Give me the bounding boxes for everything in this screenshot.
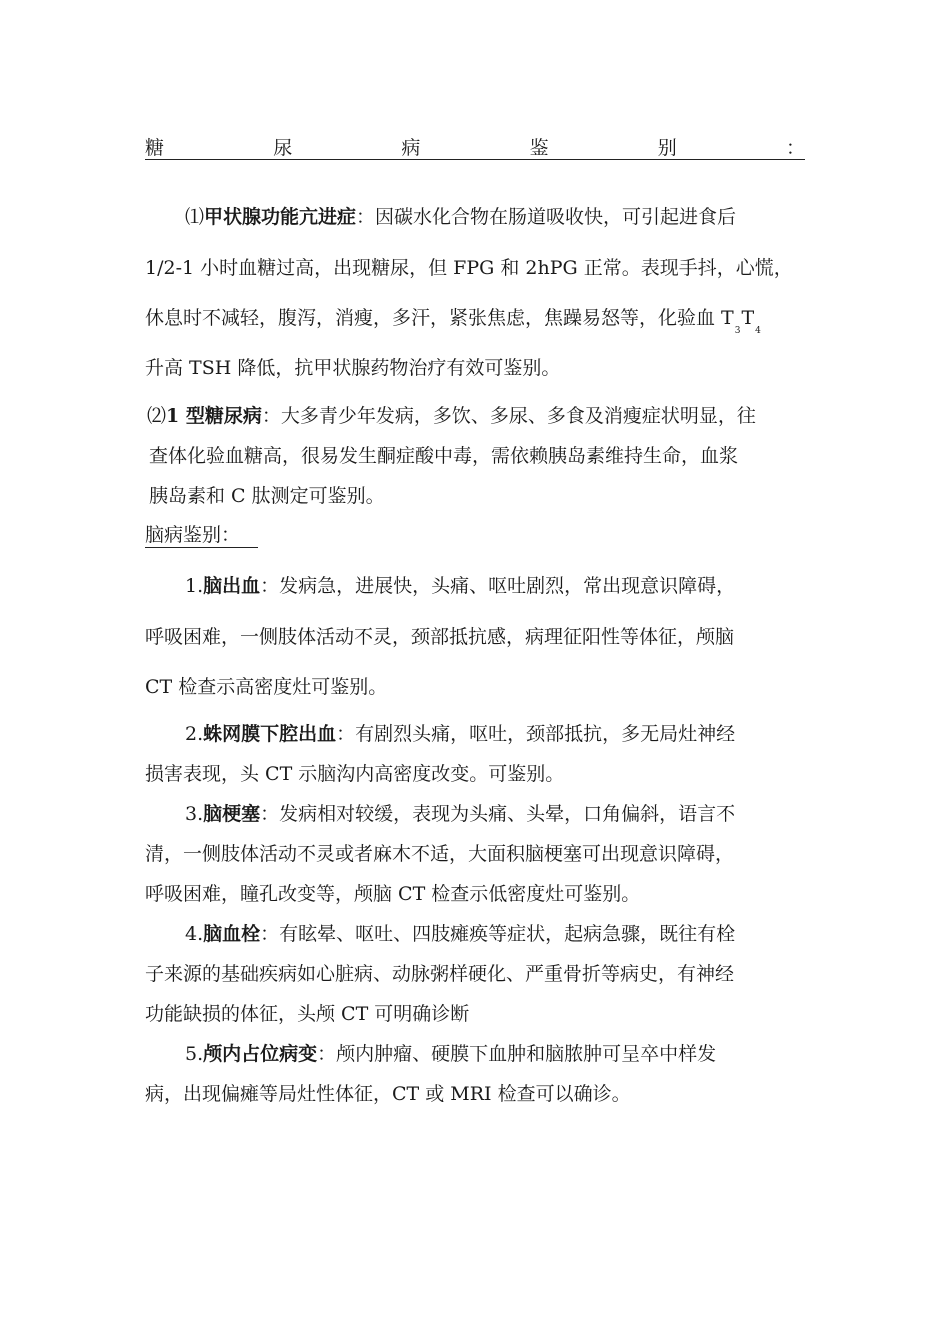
item-cerebral-thrombosis-line2: 子来源的基础疾病如心脏病、动脉粥样硬化、严重骨折等病史，有神经 [145,963,735,985]
term-cerebral-infarction: 脑梗塞 [203,803,261,825]
title-char: 糖 [145,136,165,159]
text: ：有剧烈头痛，呕吐，颈部抵抗，多无局灶神经 [336,723,736,745]
item-cerebral-thrombosis-line3: 功能缺损的体征，头颅 CT 可明确诊断 [145,1003,470,1025]
item-cerebral-thrombosis-line1 [185,921,735,947]
term-subarachnoid-hemorrhage: 蛛网膜下腔出血 [203,723,337,745]
paragraph-hyperthyroidism-line3 [145,305,762,335]
text: ：颅内肿瘤、硬膜下血肿和脑脓肿可呈卒中样发 [317,1043,717,1065]
text: ：有眩晕、呕吐、四肢瘫痪等症状，起病急骤，既往有栓 [260,923,736,945]
item-number: 2. [185,723,204,745]
item-number: 4. [185,923,204,945]
item-cerebral-infarction-line3: 呼吸困难，瞳孔改变等，颅脑 CT 检查示低密度灶可鉴别。 [145,883,641,905]
item-cerebral-hemorrhage-line3: CT 检查示高密度灶可鉴别。 [145,676,388,698]
section-title-diabetes [145,133,805,160]
paragraph-hyperthyroidism-line1 [185,204,736,230]
item-number: 5. [185,1043,204,1065]
item-cerebral-infarction-line1 [185,801,735,827]
paragraph-type1-diabetes-line3: 胰岛素和 C 肽测定可鉴别。 [149,485,385,507]
subscript: 3 [734,326,741,336]
item-cerebral-infarction-line2: 清，一侧肢体活动不灵或者麻木不适，大面积脑梗塞可出现意识障碍， [145,843,735,865]
item-intracranial-lesion-line2: 病，出现偏瘫等局灶性体征，CT 或 MRI 检查可以确诊。 [145,1083,631,1105]
item-subarachnoid-hemorrhage-line1 [185,721,735,747]
item-subarachnoid-hemorrhage-line2: 损害表现，头 CT 示脑沟内高密度改变。可鉴别。 [145,763,565,785]
term-cerebral-thrombosis: 脑血栓 [203,923,261,945]
item-cerebral-hemorrhage-line1 [185,573,735,599]
item-cerebral-hemorrhage-line2: 呼吸困难，一侧肢体活动不灵，颈部抵抗感，病理征阳性等体征，颅脑 [145,626,735,648]
text: ：发病急，进展快，头痛、呕吐剧烈，常出现意识障碍， [260,575,736,597]
section-title-brain: 脑病鉴别： [145,523,258,548]
term-intracranial-lesion: 颅内占位病变 [203,1043,318,1065]
text: ：大多青少年发病，多饮、多尿、多食及消瘦症状明显，往 [261,405,756,427]
text: ：因碳水化合物在肠道吸收快，可引起进食后 [356,206,737,228]
item-intracranial-lesion-line1 [185,1041,716,1067]
term-hyperthyroidism: 甲状腺功能亢进症 [204,206,357,228]
title-char: ： [785,136,805,159]
item-number: 3. [185,803,204,825]
subscript: 4 [755,326,761,336]
title-char: 尿 [273,136,293,159]
item-number: ⑴ [185,206,205,228]
term-cerebral-hemorrhage: 脑出血 [203,575,261,597]
item-number: ⑵ [147,405,167,427]
title-char: 别 [657,136,677,159]
text: ：发病相对较缓，表现为头痛、头晕，口角偏斜，语言不 [260,803,736,825]
paragraph-type1-diabetes-line1 [147,403,756,429]
item-number: 1. [185,575,204,597]
paragraph-type1-diabetes-line2: 查体化验血糖高，很易发生酮症酸中毒，需依赖胰岛素维持生命，血浆 [149,445,739,467]
term-type1-diabetes: 1 型糖尿病 [166,405,262,427]
title-char: 鉴 [529,136,549,159]
text: 休息时不减轻，腹泻，消瘦，多汗，紧张焦虑，焦躁易怒等，化验血 T [145,307,734,329]
text: T [741,307,755,329]
title-char: 病 [401,136,421,159]
paragraph-hyperthyroidism-line4: 升高 TSH 降低，抗甲状腺药物治疗有效可鉴别。 [145,357,561,379]
paragraph-hyperthyroidism-line2: 1/2-1 小时血糖过高，出现糖尿，但 FPG 和 2hPG 正常。表现手抖，心慌， [145,257,793,279]
